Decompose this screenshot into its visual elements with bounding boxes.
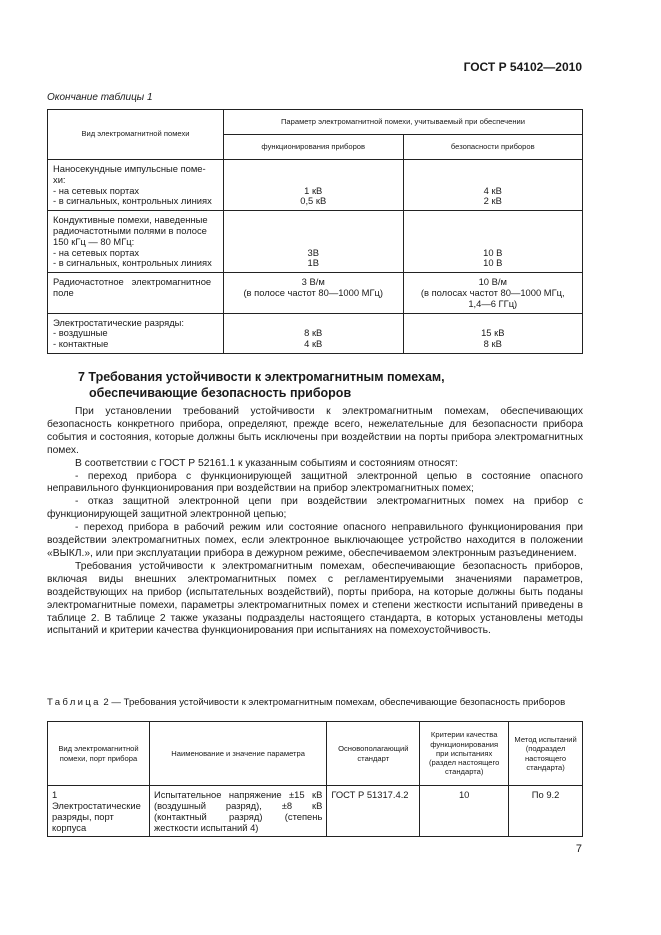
cell-line: поле (53, 286, 74, 298)
table-1 (47, 109, 583, 354)
list-item: - отказ защитной электронной цепи при воздействии электромагнитных помех на прибор с функционирующей защитной электронной цепью; (47, 496, 583, 521)
cell-value: (в полосе частот 80—1000 МГц) (243, 286, 384, 298)
cell-value: 10 В (483, 246, 503, 258)
table-row (48, 273, 583, 313)
t2-head-standard: Основополагающий стандарт (327, 722, 420, 786)
t1-head-type: Вид электромагнитной помехи (48, 110, 224, 160)
t1-cell-safety (403, 313, 582, 353)
cell-value: 0,5 кВ (300, 195, 327, 207)
cell-line: - на сетевых портах (53, 184, 140, 196)
cell-value: 10 В/м (478, 276, 507, 288)
t1-cell-safety (403, 273, 582, 313)
section-title-line: 7 Требования устойчивости к электромагнитным помехам, (78, 370, 445, 384)
table2-caption (47, 697, 565, 708)
t1-head-param: Параметр электромагнитной помехи, учитываемый при обеспечении (223, 110, 582, 135)
table2-caption-label: Таблица (47, 697, 101, 708)
t2-head-method: Метод испытаний (подраздел настоящего стандарта) (509, 722, 583, 786)
t1-cell-type (48, 211, 224, 273)
t2-head-type: Вид электромагнитной помехи, порт прибора (48, 722, 150, 786)
t1-cell-type (48, 273, 224, 313)
t1-cell-type (48, 313, 224, 353)
cell-value: 3 В/м (301, 276, 325, 288)
t1-head-safety: безопасности приборов (403, 135, 582, 160)
cell-line: - на сетевых портах (53, 246, 140, 258)
t2-cell-criteria: 10 (420, 786, 509, 837)
cell-line: Электростатические разряды: (53, 316, 185, 328)
t2-cell-param: Испытательное напряжение ±15 кВ (воздушный разряд), ±8 кВ (контактный разряд) (степень жесткости испытаний 4) (149, 786, 326, 837)
cell-line: - воздушные (53, 327, 108, 339)
t2-cell-method: По 9.2 (509, 786, 583, 837)
cell-line: Наносекундные импульсные поме- (53, 163, 206, 174)
list-item: - переход прибора в рабочий режим или состояние опасного неправильного функционирования при воздействии электромагнитных помех, если электронное выключающее устройство находится в положении «ВЫКЛ.», или при эксплуатации прибора в дежурном режиме, обеспечиваемом электронным разъединением. (47, 522, 583, 559)
list-item: - переход прибора с функционирующей защитной электронной цепью в состояние опасного неправильного функционирования при воздействии на прибор электромагнитных помех; (47, 470, 583, 495)
section-7-body (47, 406, 583, 638)
t2-cell-type: 1 Электростатические разряды, порт корпуса (48, 786, 150, 837)
t1-cell-functioning (223, 313, 403, 353)
t1-cell-safety (403, 160, 582, 211)
t1-cell-type (48, 160, 224, 211)
document-code: ГОСТ Р 54102—2010 (463, 60, 582, 74)
cell-value: 8 кВ (304, 327, 323, 339)
cell-value: 1В (307, 257, 319, 269)
t2-head-criteria: Критерии качества функционирования при испытаниях (раздел настоящего стандарта) (420, 722, 509, 786)
cell-line: - в сигнальных, контрольных линиях (53, 195, 212, 207)
cell-line: 150 кГц — 80 МГц: (53, 235, 135, 247)
table1-continuation-caption: Окончание таблицы 1 (47, 92, 153, 103)
t1-cell-safety (403, 211, 582, 273)
cell-value: 1 кВ (304, 184, 323, 196)
t1-cell-functioning (223, 273, 403, 313)
table-row (48, 211, 583, 273)
cell-value: (в полосах частот 80—1000 МГц, (420, 286, 565, 298)
cell-value: 3В (307, 246, 319, 258)
table-row (48, 313, 583, 353)
cell-value: 4 кВ (304, 338, 323, 350)
cell-line: хи: (53, 173, 66, 185)
cell-line: радиочастотными полями в полосе (53, 224, 207, 236)
t1-head-functioning: функционирования приборов (223, 135, 403, 160)
cell-value: 4 кВ (483, 184, 502, 196)
t2-head-param: Наименование и значение параметра (149, 722, 326, 786)
cell-value: 8 кВ (483, 338, 502, 350)
table-2 (47, 721, 583, 837)
table-row (48, 160, 583, 211)
page-number: 7 (575, 843, 582, 855)
cell-line: Кондуктивные помехи, наведенные (53, 214, 208, 226)
paragraph: При установлении требований устойчивости к электромагнитным помехам, обеспечивающих безопасность конкретного прибора, определяют, прежде всего, нежелательные для безопасности прибора события и состояния, которые должны быть исключены при воздействии на порты прибора электромагнитных помех. (47, 406, 583, 456)
t1-cell-functioning (223, 211, 403, 273)
t1-cell-functioning (223, 160, 403, 211)
table2-caption-text: 2 — Требования устойчивости к электромагнитным помехам, обеспечивающие безопасность приборов (103, 697, 566, 708)
cell-value: 1,4—6 ГГц) (468, 297, 518, 309)
cell-value: 10 В (483, 257, 503, 269)
cell-line: Радиочастотное электромагнитное (53, 276, 212, 288)
cell-line: - контактные (53, 338, 109, 350)
paragraph: В соответствии с ГОСТ Р 52161.1 к указанным событиям и состояниям относят: (75, 457, 458, 469)
table-row (48, 786, 583, 837)
section-title-line: обеспечивающие безопасность приборов (89, 386, 352, 400)
paragraph: Требования устойчивости к электромагнитным помехам, обеспечивающие безопасность приборов, включая виды внешних электромагнитных помех с регламентируемыми значениями параметров, воздействующих на прибор (испытательных воздействий), порты прибора, на которые должны быть поданы электромагнитные помехи, параметры электромагнитных помех и степени жесткости испытаний приведены в таблице 2. В таблице 2 также указаны подразделы настоящего стандарта, в которых установлены методы испытаний и критерии качества функционирования при испытаниях на помехоустойчивость. (47, 560, 583, 637)
cell-value: 15 кВ (481, 327, 505, 339)
section-7-title (78, 369, 445, 401)
cell-value: 2 кВ (483, 195, 502, 207)
t2-cell-standard: ГОСТ Р 51317.4.2 (327, 786, 420, 837)
cell-line: - в сигнальных, контрольных линиях (53, 257, 212, 269)
